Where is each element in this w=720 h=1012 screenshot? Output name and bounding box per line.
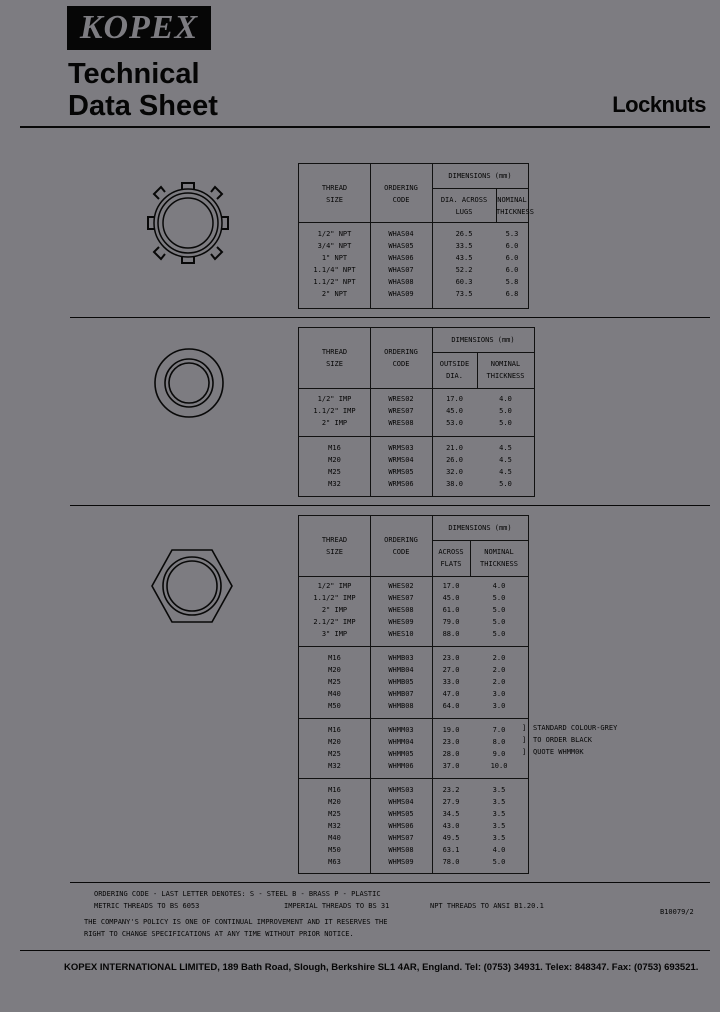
cell-dim: 33.0 [442,678,460,686]
cell-dim: 53.0 [446,419,463,427]
footer-rule [20,950,710,951]
cell-size: 1/2" NPT [317,230,352,238]
header-dim1-line1: ACROSS [438,548,464,556]
cell-code: WHMB04 [388,666,414,674]
cell-size: 1.1/2" IMP [313,594,356,602]
cell-thk: 2.0 [492,666,506,674]
cell-code: WHMS08 [388,846,414,854]
header-size: SIZE [326,548,343,556]
header-dimensions: DIMENSIONS (mm) [448,524,512,532]
kopex-logo: KOPEX [67,6,211,50]
cell-thk: 8.0 [492,738,506,746]
header-dim2-line1: NOMINAL [490,360,521,368]
cell-code: WHES08 [388,606,414,614]
cell-code: WHMS05 [388,810,414,818]
side-note-order: TO ORDER BLACK [533,736,593,744]
cell-thk: 4.5 [499,456,512,464]
header-size: SIZE [326,360,343,368]
header-ordering: ORDERING [384,184,418,192]
cell-dim: 27.9 [442,798,460,806]
cell-size: M20 [328,666,341,674]
cell-thk: 7.0 [492,726,506,734]
header-code: CODE [392,196,410,204]
cell-code: WHAS05 [388,242,414,250]
cell-code: WHAS07 [388,266,414,274]
cell-size: 2" NPT [321,290,348,298]
side-note-colour: STANDARD COLOUR-GREY [533,724,618,732]
cell-dim: 52.2 [455,266,473,274]
cell-dim: 34.5 [442,810,460,818]
cell-code: WHAS09 [388,290,414,298]
npt-threads-note: NPT THREADS TO ANSI B1.20.1 [430,902,544,910]
header-dim1-line2: LUGS [455,208,473,216]
cell-code: WRMS06 [388,480,414,488]
cell-dim: 32.0 [446,468,463,476]
cell-thk: 5.0 [499,419,512,427]
header-ordering: ORDERING [384,348,418,356]
cell-thk: 4.0 [492,582,506,590]
cell-size: M25 [328,678,341,686]
cell-size: 1.1/4" NPT [313,266,356,274]
cell-code: WHAS06 [388,254,414,262]
cell-thk: 3.5 [492,810,506,818]
header-dim1-line1: OUTSIDE [439,360,470,368]
header-dim1-line2: FLATS [440,560,462,568]
cell-thk: 4.5 [499,444,512,452]
cell-thk: 4.5 [499,468,512,476]
header-dim1-line2: DIA. [446,372,463,380]
cell-code: WHMS06 [388,822,414,830]
cell-dim: 33.5 [455,242,473,250]
cell-dim: 73.5 [455,290,473,298]
cell-dim: 26.0 [446,456,463,464]
bracket: ] [522,724,527,732]
cell-size: M16 [328,444,341,452]
cell-code: WHAS08 [388,278,414,286]
divider-3 [70,882,710,883]
cell-size: 1.1/2" NPT [313,278,356,286]
ring-locknut-drawing [153,347,225,419]
header-thread: THREAD [321,536,348,544]
cell-thk: 5.0 [492,858,506,866]
cell-code: WHMS04 [388,798,414,806]
table-npt-locknuts [298,163,534,309]
product-name: Locknuts [612,92,706,117]
bracket: ] [522,748,527,756]
cell-thk: 4.0 [499,395,512,403]
cell-thk: 3.5 [492,786,506,794]
cell-code: WRES07 [388,407,414,415]
cell-size: 1" NPT [321,254,348,262]
cell-size: 1.1/2" IMP [313,407,356,415]
cell-thk: 3.5 [492,822,506,830]
cell-code: WHMS09 [388,858,414,866]
cell-size: M20 [328,738,341,746]
cell-code: WHES10 [388,630,414,638]
cell-thk: 6.0 [505,242,519,250]
cell-thk: 6.8 [505,290,519,298]
cell-dim: 47.0 [442,690,460,698]
cell-code: WHES09 [388,618,414,626]
cell-dim: 61.0 [442,606,460,614]
cell-code: WHMB07 [388,690,414,698]
cell-thk: 3.0 [492,690,506,698]
ordering-code-note: ORDERING CODE - LAST LETTER DENOTES: S - STEEL B - BRASS P - PLASTIC [94,890,381,898]
header-dimensions: DIMENSIONS (mm) [448,172,512,180]
header-code: CODE [392,360,410,368]
cell-dim: 78.0 [442,858,460,866]
bracket: ] [522,736,527,744]
cell-dim: 17.0 [442,582,460,590]
cell-size: M50 [328,846,341,854]
header-dim2-line1: NOMINAL [484,548,514,556]
cell-code: WHMM06 [388,762,414,770]
cell-size: M40 [328,690,341,698]
imperial-threads-note: IMPERIAL THREADS TO BS 31 [284,902,390,910]
cell-dim: 19.0 [442,726,460,734]
cell-dim: 79.0 [442,618,460,626]
cell-code: WHMM03 [388,726,414,734]
cell-dim: 88.0 [442,630,460,638]
header-dim2-line2: THICKNESS [496,208,534,216]
cell-size: M32 [328,480,341,488]
lugged-locknut-drawing [143,178,233,268]
cell-thk: 2.0 [492,654,506,662]
table-hex-locknuts [298,515,529,874]
header-dim2-line1: NOMINAL [497,196,527,204]
cell-thk: 5.0 [499,407,512,415]
cell-dim: 38.0 [446,480,463,488]
header-thread: THREAD [321,184,348,192]
cell-code: WHAS04 [388,230,414,238]
cell-size: M16 [328,654,341,662]
cell-dim: 60.3 [455,278,473,286]
cell-dim: 27.0 [442,666,460,674]
cell-size: M32 [328,822,341,830]
cell-thk: 5.0 [492,594,506,602]
cell-thk: 5.3 [505,230,519,238]
cell-code: WRMS03 [388,444,414,452]
header-dimensions: DIMENSIONS (mm) [451,336,515,344]
header-rule [20,126,710,128]
cell-size: 1/2" IMP [317,395,352,403]
cell-dim: 64.0 [442,702,460,710]
cell-dim: 45.0 [442,594,460,602]
cell-code: WHES07 [388,594,414,602]
cell-dim: 26.5 [455,230,473,238]
cell-code: WHMB08 [388,702,414,710]
cell-thk: 3.5 [492,798,506,806]
cell-code: WRMS04 [388,456,414,464]
cell-size: M50 [328,702,341,710]
company-address: KOPEX INTERNATIONAL LIMITED, 189 Bath Road, Slough, Berkshire SL1 4AR, England. Tel: (0753) 34931. Telex: 848347. Fax: (0753) 693521. [64,962,699,973]
cell-dim: 37.0 [442,762,460,770]
cell-thk: 5.0 [499,480,512,488]
cell-thk: 5.0 [492,618,506,626]
cell-code: WHMB05 [388,678,414,686]
cell-size: M32 [328,762,341,770]
cell-size: M16 [328,726,341,734]
cell-code: WHES02 [388,582,414,590]
cell-size: M40 [328,834,341,842]
cell-code: WRES08 [388,419,414,427]
cell-thk: 4.0 [492,846,506,854]
cell-size: M20 [328,798,341,806]
cell-dim: 23.0 [442,654,460,662]
cell-thk: 5.8 [505,278,519,286]
cell-dim: 43.0 [442,822,460,830]
cell-dim: 21.0 [446,444,463,452]
cell-size: 2.1/2" IMP [313,618,356,626]
cell-dim: 23.2 [442,786,460,794]
policy-line2: RIGHT TO CHANGE SPECIFICATIONS AT ANY TIME WITHOUT PRIOR NOTICE. [84,930,354,938]
cell-thk: 3.5 [492,834,506,842]
cell-code: WHMM04 [388,738,414,746]
cell-size: 2" IMP [321,606,348,614]
cell-thk: 3.0 [492,702,506,710]
divider-2 [70,505,710,506]
header-thread: THREAD [321,348,348,356]
header-dim2-line2: THICKNESS [486,372,525,380]
cell-thk: 5.0 [492,630,506,638]
cell-size: 3/4" NPT [317,242,352,250]
cell-thk: 2.0 [492,678,506,686]
header-code: CODE [392,548,410,556]
cell-code: WHMM05 [388,750,414,758]
cell-size: M25 [328,468,341,476]
cell-thk: 5.0 [492,606,506,614]
cell-size: M25 [328,810,341,818]
table-ring-locknuts [298,327,535,497]
header-ordering: ORDERING [384,536,418,544]
cell-dim: 17.0 [446,395,463,403]
cell-dim: 63.1 [442,846,460,854]
title-line2: Data Sheet [68,90,218,122]
cell-code: WHMB03 [388,654,414,662]
cell-size: 2" IMP [321,419,348,427]
cell-dim: 28.0 [442,750,460,758]
cell-size: M25 [328,750,341,758]
divider-1 [70,317,710,318]
cell-size: M16 [328,786,341,794]
metric-threads-note: METRIC THREADS TO BS 6053 [94,902,200,910]
cell-code: WRES02 [388,395,414,403]
cell-dim: 49.5 [442,834,460,842]
cell-size: M20 [328,456,341,464]
cell-thk: 10.0 [490,762,508,770]
hex-locknut-drawing [150,548,234,624]
cell-size: 1/2" IMP [317,582,352,590]
title-line1: Technical [68,58,200,90]
cell-size: M63 [328,858,341,866]
cell-dim: 43.5 [455,254,473,262]
cell-thk: 6.0 [505,266,519,274]
cell-code: WHMS07 [388,834,414,842]
header-size: SIZE [326,196,343,204]
cell-thk: 6.0 [505,254,519,262]
policy-line1: THE COMPANY'S POLICY IS ONE OF CONTINUAL IMPROVEMENT AND IT RESERVES THE [84,918,388,926]
cell-dim: 23.0 [442,738,460,746]
cell-code: WHMS03 [388,786,414,794]
header-dim2-line2: THICKNESS [480,560,518,568]
side-note-quote: QUOTE WHMM0K [533,748,584,756]
cell-size: 3" IMP [321,630,348,638]
cell-code: WRMS05 [388,468,414,476]
cell-dim: 45.0 [446,407,463,415]
document-reference: B10079/2 [660,908,694,916]
header-dim1-line1: DIA. ACROSS [440,196,488,204]
cell-thk: 9.0 [492,750,506,758]
